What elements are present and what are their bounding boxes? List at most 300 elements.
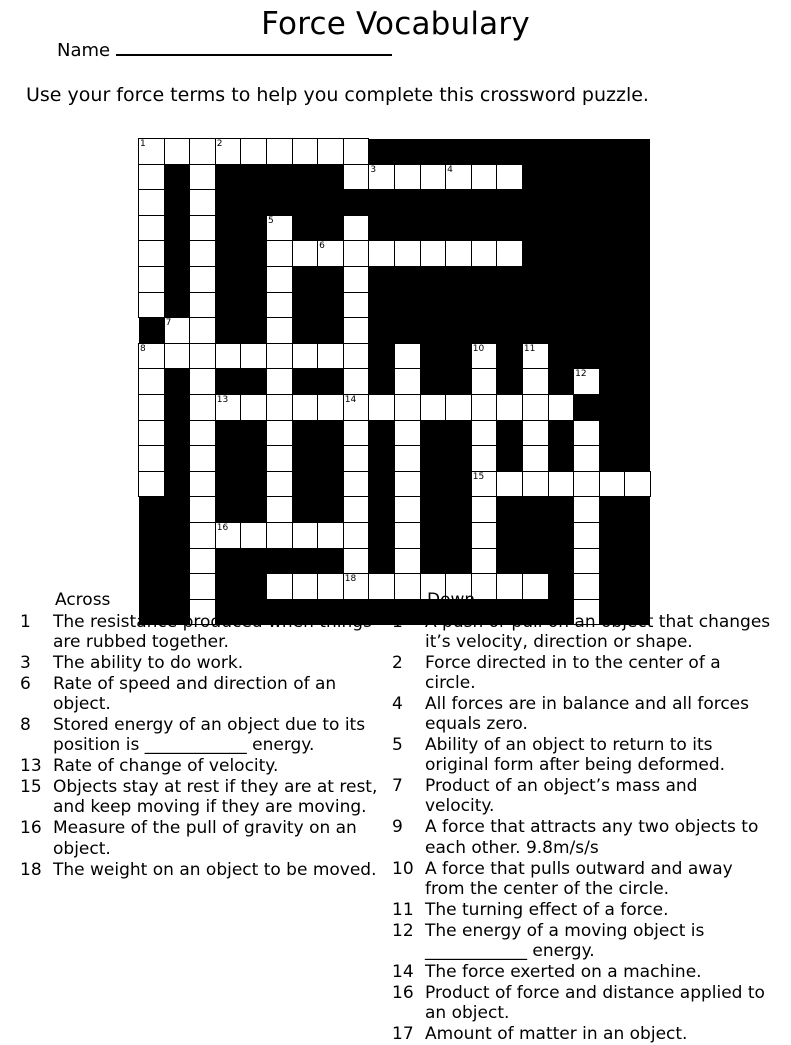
crossword-cell[interactable] (343, 522, 369, 548)
crossword-block (599, 522, 625, 548)
crossword-cell[interactable] (215, 394, 241, 420)
crossword-cell[interactable] (215, 343, 241, 369)
crossword-cell[interactable] (292, 522, 318, 548)
crossword-cell[interactable] (343, 139, 369, 165)
crossword-block (446, 318, 472, 344)
crossword-block (215, 497, 241, 523)
crossword-cell[interactable] (471, 369, 497, 395)
crossword-block (241, 164, 267, 190)
crossword-cell[interactable] (190, 522, 216, 548)
crossword-block (164, 497, 190, 523)
crossword-cell[interactable] (574, 471, 600, 497)
crossword-block (497, 522, 523, 548)
crossword-block (446, 139, 472, 165)
crossword-cell[interactable] (139, 343, 165, 369)
crossword-block (497, 420, 523, 446)
crossword-block (625, 215, 651, 241)
crossword-cell[interactable] (471, 497, 497, 523)
crossword-block (599, 420, 625, 446)
cell-number: 7 (165, 318, 172, 329)
crossword-block (215, 471, 241, 497)
crossword-block (369, 446, 395, 472)
crossword-cell[interactable] (190, 190, 216, 216)
crossword-cell[interactable] (574, 497, 600, 523)
crossword-block (599, 190, 625, 216)
crossword-block (522, 548, 548, 574)
crossword-block (369, 318, 395, 344)
crossword-cell[interactable] (190, 292, 216, 318)
crossword-block (420, 471, 446, 497)
crossword-cell[interactable] (394, 497, 420, 523)
crossword-cell[interactable] (139, 215, 165, 241)
crossword-cell[interactable] (139, 292, 165, 318)
crossword-block (625, 522, 651, 548)
crossword-block (215, 318, 241, 344)
crossword-cell[interactable] (139, 471, 165, 497)
crossword-block (318, 471, 344, 497)
crossword-block (215, 548, 241, 574)
name-label: Name (57, 40, 111, 61)
clue-text: The turning effect of a force. (425, 899, 669, 920)
crossword-cell[interactable] (343, 343, 369, 369)
crossword-cell[interactable] (164, 139, 190, 165)
crossword-block (292, 190, 318, 216)
crossword-block (420, 343, 446, 369)
crossword-cell[interactable] (522, 471, 548, 497)
crossword-block (446, 497, 472, 523)
crossword-cell[interactable] (343, 548, 369, 574)
crossword-block (599, 266, 625, 292)
crossword-block (241, 190, 267, 216)
clue-number: 2 (392, 653, 403, 674)
crossword-cell[interactable] (190, 343, 216, 369)
clue-number: 16 (392, 982, 414, 1003)
crossword-block (420, 215, 446, 241)
crossword-cell[interactable] (241, 343, 267, 369)
crossword-cell[interactable] (139, 190, 165, 216)
crossword-cell[interactable] (266, 292, 292, 318)
crossword-block (446, 548, 472, 574)
crossword-cell[interactable] (190, 497, 216, 523)
crossword-block (446, 266, 472, 292)
crossword-cell[interactable] (369, 241, 395, 267)
crossword-cell[interactable] (471, 471, 497, 497)
crossword-block (394, 266, 420, 292)
crossword-block (446, 190, 472, 216)
crossword-block (266, 548, 292, 574)
crossword-cell[interactable] (394, 164, 420, 190)
crossword-cell[interactable] (190, 369, 216, 395)
crossword-cell[interactable] (574, 420, 600, 446)
crossword-cell[interactable] (343, 446, 369, 472)
crossword-cell[interactable] (266, 369, 292, 395)
crossword-block (625, 420, 651, 446)
crossword-block (446, 292, 472, 318)
clue-text: The energy of a moving object is ____________ energy. (425, 920, 705, 961)
clue-number: 1 (392, 612, 403, 632)
crossword-cell[interactable] (394, 548, 420, 574)
crossword-block (292, 164, 318, 190)
crossword-cell[interactable] (420, 164, 446, 190)
down-clue (392, 653, 772, 693)
down-clue (392, 612, 772, 652)
down-clue (392, 694, 772, 734)
clue-text: Rate of speed and direction of an object. (53, 674, 337, 715)
crossword-block (548, 190, 574, 216)
crossword-row (139, 318, 651, 344)
crossword-block (548, 420, 574, 446)
down-clue (392, 1024, 772, 1044)
crossword-block (599, 548, 625, 574)
down-clue (392, 776, 772, 816)
crossword-block (292, 318, 318, 344)
clue-number: 16 (20, 818, 42, 839)
crossword-block (139, 318, 165, 344)
crossword-cell[interactable] (471, 343, 497, 369)
crossword-block (522, 522, 548, 548)
crossword-cell[interactable] (343, 394, 369, 420)
crossword-block (599, 394, 625, 420)
crossword-block (394, 292, 420, 318)
crossword-block (548, 241, 574, 267)
cell-number: 15 (472, 471, 485, 482)
crossword-block (241, 497, 267, 523)
clue-number: 8 (20, 715, 31, 736)
crossword-cell[interactable] (574, 548, 600, 574)
crossword-cell[interactable] (343, 420, 369, 446)
cell-number: 12 (575, 369, 587, 380)
crossword-cell[interactable] (318, 241, 344, 267)
crossword-block (599, 164, 625, 190)
clue-text: The weight on an object to be moved. (53, 859, 377, 880)
crossword-block (625, 190, 651, 216)
crossword-cell[interactable] (394, 420, 420, 446)
crossword-cell[interactable] (164, 343, 190, 369)
crossword-block (369, 420, 395, 446)
crossword-block (522, 139, 548, 165)
down-clue (392, 983, 772, 1023)
crossword-cell[interactable] (292, 139, 318, 165)
crossword-cell[interactable] (446, 394, 472, 420)
crossword-cell[interactable] (548, 394, 574, 420)
crossword-block (164, 241, 190, 267)
crossword-cell[interactable] (497, 394, 523, 420)
crossword-cell[interactable] (139, 446, 165, 472)
crossword-cell[interactable] (574, 446, 600, 472)
crossword-cell[interactable] (497, 164, 523, 190)
crossword-row (139, 394, 651, 420)
crossword-block (625, 343, 651, 369)
crossword-cell[interactable] (471, 446, 497, 472)
crossword-cell[interactable] (139, 241, 165, 267)
crossword-cell[interactable] (241, 394, 267, 420)
crossword-cell[interactable] (343, 164, 369, 190)
down-clue (392, 859, 772, 899)
crossword-cell[interactable] (343, 318, 369, 344)
crossword-cell[interactable] (599, 471, 625, 497)
down-clues-column (392, 590, 772, 1045)
crossword-block (369, 369, 395, 395)
crossword-block (574, 292, 600, 318)
crossword-row (139, 497, 651, 523)
crossword-cell[interactable] (139, 420, 165, 446)
crossword-cell[interactable] (266, 522, 292, 548)
crossword-cell[interactable] (241, 139, 267, 165)
crossword-cell[interactable] (266, 446, 292, 472)
crossword-cell[interactable] (164, 318, 190, 344)
clue-number: 1 (20, 612, 31, 632)
crossword-cell[interactable] (343, 497, 369, 523)
crossword-block (215, 369, 241, 395)
crossword-cell[interactable] (394, 343, 420, 369)
clue-text: Product of an object’s mass and velocity. (425, 776, 698, 817)
crossword-block (139, 548, 165, 574)
crossword-block (139, 497, 165, 523)
crossword-block (599, 215, 625, 241)
crossword-cell[interactable] (394, 394, 420, 420)
clue-text: Objects stay at rest if they are at rest, and keep moving if they are moving. (53, 777, 378, 818)
crossword-cell[interactable] (139, 139, 165, 165)
crossword-cell[interactable] (343, 215, 369, 241)
crossword-block (497, 190, 523, 216)
crossword-cell[interactable] (266, 471, 292, 497)
crossword-cell[interactable] (394, 471, 420, 497)
crossword-cell[interactable] (292, 241, 318, 267)
crossword-cell[interactable] (343, 369, 369, 395)
crossword-grid[interactable] (138, 138, 651, 625)
crossword-cell[interactable] (266, 139, 292, 165)
crossword-cell[interactable] (266, 420, 292, 446)
crossword-cell[interactable] (420, 241, 446, 267)
crossword-block (394, 215, 420, 241)
crossword-cell[interactable] (266, 266, 292, 292)
crossword-cell[interactable] (318, 139, 344, 165)
crossword-cell[interactable] (139, 164, 165, 190)
crossword-cell[interactable] (190, 471, 216, 497)
crossword-cell[interactable] (343, 292, 369, 318)
crossword-block (318, 446, 344, 472)
clue-number: 9 (392, 817, 403, 838)
crossword-block (394, 318, 420, 344)
crossword-cell[interactable] (497, 471, 523, 497)
crossword-cell[interactable] (266, 497, 292, 523)
crossword-row (139, 522, 651, 548)
crossword-block (241, 215, 267, 241)
crossword-cell[interactable] (190, 215, 216, 241)
crossword-cell[interactable] (266, 215, 292, 241)
crossword-cell[interactable] (446, 164, 472, 190)
crossword-block (471, 139, 497, 165)
crossword-cell[interactable] (266, 343, 292, 369)
crossword-block (599, 497, 625, 523)
crossword-cell[interactable] (625, 471, 651, 497)
clue-number: 10 (392, 858, 414, 879)
cell-number: 18 (344, 574, 357, 585)
clue-number: 6 (20, 674, 31, 695)
crossword-cell[interactable] (318, 522, 344, 548)
crossword-cell[interactable] (190, 318, 216, 344)
across-clue-list (20, 612, 390, 880)
crossword-cell[interactable] (497, 241, 523, 267)
crossword-block (574, 318, 600, 344)
cell-number: 3 (370, 164, 377, 175)
crossword-block (574, 241, 600, 267)
crossword-block (394, 139, 420, 165)
crossword-cell[interactable] (369, 394, 395, 420)
crossword-block (497, 343, 523, 369)
across-clue (20, 818, 390, 858)
crossword-cell[interactable] (394, 369, 420, 395)
crossword-cell[interactable] (190, 420, 216, 446)
crossword-cell[interactable] (266, 394, 292, 420)
crossword-block (420, 190, 446, 216)
crossword-cell[interactable] (522, 394, 548, 420)
cell-number: 11 (523, 343, 536, 354)
crossword-cell[interactable] (394, 446, 420, 472)
crossword-cell[interactable] (139, 369, 165, 395)
crossword-cell[interactable] (139, 266, 165, 292)
crossword-cell[interactable] (574, 522, 600, 548)
crossword-block (164, 164, 190, 190)
crossword-block (164, 215, 190, 241)
crossword-block (241, 318, 267, 344)
crossword-cell[interactable] (574, 369, 600, 395)
crossword-cell[interactable] (266, 318, 292, 344)
crossword-cell[interactable] (471, 394, 497, 420)
crossword-cell[interactable] (139, 394, 165, 420)
crossword-cell[interactable] (190, 241, 216, 267)
crossword-cell[interactable] (343, 471, 369, 497)
crossword-cell[interactable] (190, 394, 216, 420)
crossword-cell[interactable] (471, 164, 497, 190)
clue-number: 7 (392, 776, 403, 797)
crossword-block (420, 522, 446, 548)
crossword-block (215, 266, 241, 292)
crossword-block (497, 548, 523, 574)
crossword-cell[interactable] (394, 522, 420, 548)
across-clue (20, 715, 390, 755)
across-clue (20, 653, 390, 673)
crossword-cell[interactable] (522, 446, 548, 472)
crossword-cell[interactable] (522, 369, 548, 395)
crossword-cell[interactable] (522, 343, 548, 369)
name-input-line[interactable] (116, 41, 392, 56)
crossword-block (625, 394, 651, 420)
crossword-block (292, 446, 318, 472)
crossword-row (139, 420, 651, 446)
crossword-block (522, 215, 548, 241)
crossword-block (164, 292, 190, 318)
crossword-row (139, 343, 651, 369)
crossword-block (164, 266, 190, 292)
crossword-cell[interactable] (394, 241, 420, 267)
crossword-block (625, 548, 651, 574)
crossword-cell[interactable] (241, 522, 267, 548)
crossword-block (574, 343, 600, 369)
crossword-cell[interactable] (522, 420, 548, 446)
crossword-block (625, 318, 651, 344)
crossword-block (471, 292, 497, 318)
cell-number: 14 (344, 394, 357, 405)
crossword-cell[interactable] (343, 241, 369, 267)
crossword-block (318, 548, 344, 574)
crossword-block (164, 394, 190, 420)
crossword-block (369, 292, 395, 318)
crossword-cell[interactable] (215, 522, 241, 548)
clue-text: The force exerted on a machine. (425, 961, 702, 982)
crossword-block (420, 446, 446, 472)
clue-text: A force that attracts any two objects to each other. 9.8m/s/s (425, 817, 759, 858)
crossword-cell[interactable] (190, 164, 216, 190)
clue-text: Stored energy of an object due to its position is ____________ energy. (53, 715, 366, 756)
crossword-block (548, 369, 574, 395)
crossword-block (369, 548, 395, 574)
crossword-block (548, 292, 574, 318)
crossword-cell[interactable] (471, 548, 497, 574)
down-clue (392, 735, 772, 775)
crossword-cell[interactable] (318, 343, 344, 369)
crossword-cell[interactable] (190, 266, 216, 292)
crossword-cell[interactable] (343, 266, 369, 292)
crossword-block (292, 292, 318, 318)
crossword-cell[interactable] (190, 139, 216, 165)
crossword-block (420, 497, 446, 523)
crossword-row (139, 446, 651, 472)
crossword-cell[interactable] (369, 164, 395, 190)
crossword-block (420, 292, 446, 318)
crossword-cell[interactable] (446, 241, 472, 267)
crossword-block (574, 266, 600, 292)
crossword-block (446, 471, 472, 497)
crossword-block (446, 215, 472, 241)
crossword-block (548, 164, 574, 190)
crossword-block (471, 190, 497, 216)
crossword-block (241, 420, 267, 446)
clue-text: Amount of matter in an object. (425, 1023, 688, 1044)
crossword-cell[interactable] (190, 446, 216, 472)
across-clues-column (20, 590, 390, 881)
crossword-cell[interactable] (292, 343, 318, 369)
crossword-cell[interactable] (190, 548, 216, 574)
clue-number: 17 (392, 1023, 414, 1044)
crossword-block (164, 190, 190, 216)
crossword-cell[interactable] (471, 522, 497, 548)
crossword-cell[interactable] (471, 241, 497, 267)
crossword-cell[interactable] (548, 471, 574, 497)
crossword-block (625, 164, 651, 190)
clue-number: 18 (20, 859, 42, 880)
crossword-block (574, 190, 600, 216)
crossword-block (292, 215, 318, 241)
cell-number: 4 (447, 164, 453, 175)
cell-number: 2 (216, 139, 223, 149)
crossword-block (522, 266, 548, 292)
crossword-cell[interactable] (471, 420, 497, 446)
crossword-cell[interactable] (420, 394, 446, 420)
crossword-block (599, 318, 625, 344)
crossword-block (318, 164, 344, 190)
crossword-block (574, 139, 600, 165)
crossword-cell[interactable] (215, 139, 241, 165)
crossword-row (139, 266, 651, 292)
crossword-block (522, 318, 548, 344)
crossword-block (318, 497, 344, 523)
crossword-block (548, 497, 574, 523)
crossword-cell[interactable] (266, 241, 292, 267)
crossword-cell[interactable] (292, 394, 318, 420)
crossword-cell[interactable] (318, 394, 344, 420)
crossword-block (599, 139, 625, 165)
